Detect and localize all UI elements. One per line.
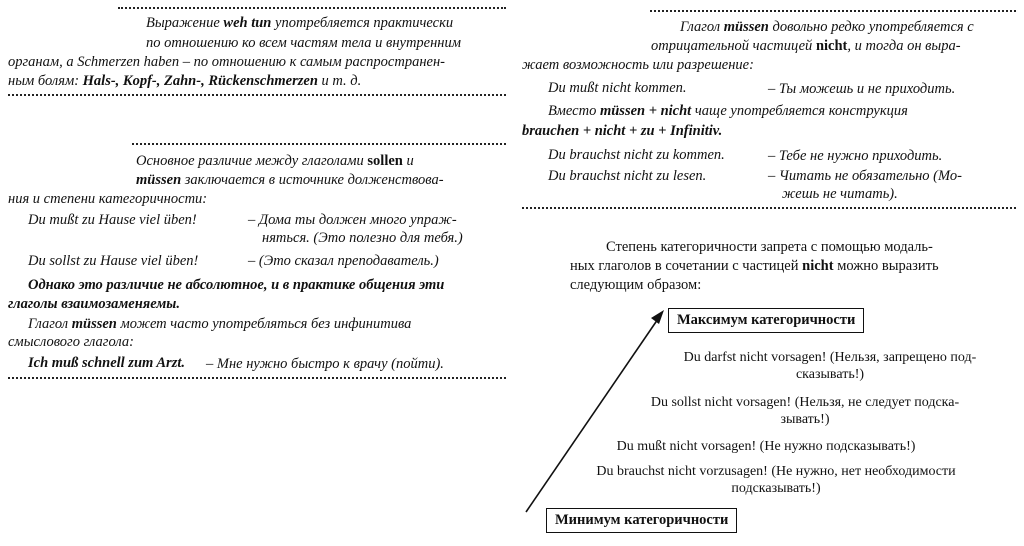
example-german: Du mußt nicht kommen.: [548, 80, 687, 96]
example-translation: – Мне нужно быстро к врачу (пойти).: [206, 356, 444, 372]
max-category-label: Максимум категоричности: [668, 308, 864, 333]
example-translation: – Читать не обязательно (Мо- жешь не читать).: [768, 168, 962, 202]
scale-intro-line2: ных глаголов в сочетании с частицей nicht можно выразить: [570, 258, 939, 274]
scale-sentence-1: Du darfst nicht vorsagen! (Нельзя, запрещено под- сказывать!): [683, 350, 977, 382]
note2-line3: ния и степени категоричности:: [8, 191, 208, 207]
example-translation: – Тебе не нужно приходить.: [768, 148, 943, 164]
example-translation: – Ты можешь и не приходить.: [768, 81, 956, 97]
note2-line2: müssen заключается в источнике долженствова-: [136, 172, 444, 188]
example-german: Du brauchst nicht zu lesen.: [548, 168, 707, 184]
scale-sentence-4: Du brauchst nicht vorzusagen! (Не нужно, нет необходимости подсказывать!): [596, 464, 956, 496]
scale-sentence-3: Du mußt nicht vorsagen! (Не нужно подсказывать!): [616, 439, 916, 454]
note3-line3: жает возможность или разрешение:: [522, 57, 754, 73]
note3-line1: Глагол müssen довольно редко употребляется с: [680, 19, 974, 35]
example-german: Ich muß schnell zum Arzt.: [28, 355, 185, 371]
scale-intro-line1: Степень категоричности запрета с помощью модаль-: [606, 239, 933, 255]
note1-line4: ным болям: Hals-, Kopf-, Zahn-, Rückenschmerzen и т. д.: [8, 73, 362, 89]
example-german: Du sollst zu Hause viel üben!: [28, 253, 199, 269]
note2-para4: смыслового глагола:: [8, 334, 134, 350]
note1-line2: по отношению ко всем частям тела и внутренним: [146, 35, 462, 51]
note3-line5: brauchen + nicht + zu + Infinitiv.: [522, 123, 723, 139]
note1-line1: Выражение weh tun употребляется практически: [146, 15, 454, 31]
note2-line1: Основное различие между глаголами sollen и: [136, 153, 414, 169]
note2-para3: Глагол müssen может часто употребляться без инфинитива: [28, 316, 412, 332]
scale-intro-line3: следующим образом:: [570, 277, 702, 293]
scale-sentence-2: Du sollst nicht vorsagen! (Нельзя, не следует подска- зывать!): [650, 395, 960, 427]
min-category-label: Минимум категоричности: [546, 508, 737, 533]
example-german: Du mußt zu Hause viel üben!: [28, 212, 197, 228]
example-translation: – (Это сказал преподаватель.): [248, 253, 439, 269]
note2-para2: глаголы взаимозаменяемы.: [8, 296, 180, 312]
note3-line2: отрицательной частицей nicht, и тогда он выра-: [651, 38, 961, 54]
note3-line4: Вместо müssen + nicht чаще употребляется конструкция: [548, 103, 908, 119]
example-translation: – Дома ты должен много упраж- няться. (Это полезно для тебя.): [248, 212, 463, 246]
note1-line3: органам, а Schmerzen haben – по отношению к самым распространен-: [8, 54, 445, 70]
note2-para1: Однако это различие не абсолютное, и в практике общения эти: [28, 277, 445, 293]
example-german: Du brauchst nicht zu kommen.: [548, 147, 725, 163]
